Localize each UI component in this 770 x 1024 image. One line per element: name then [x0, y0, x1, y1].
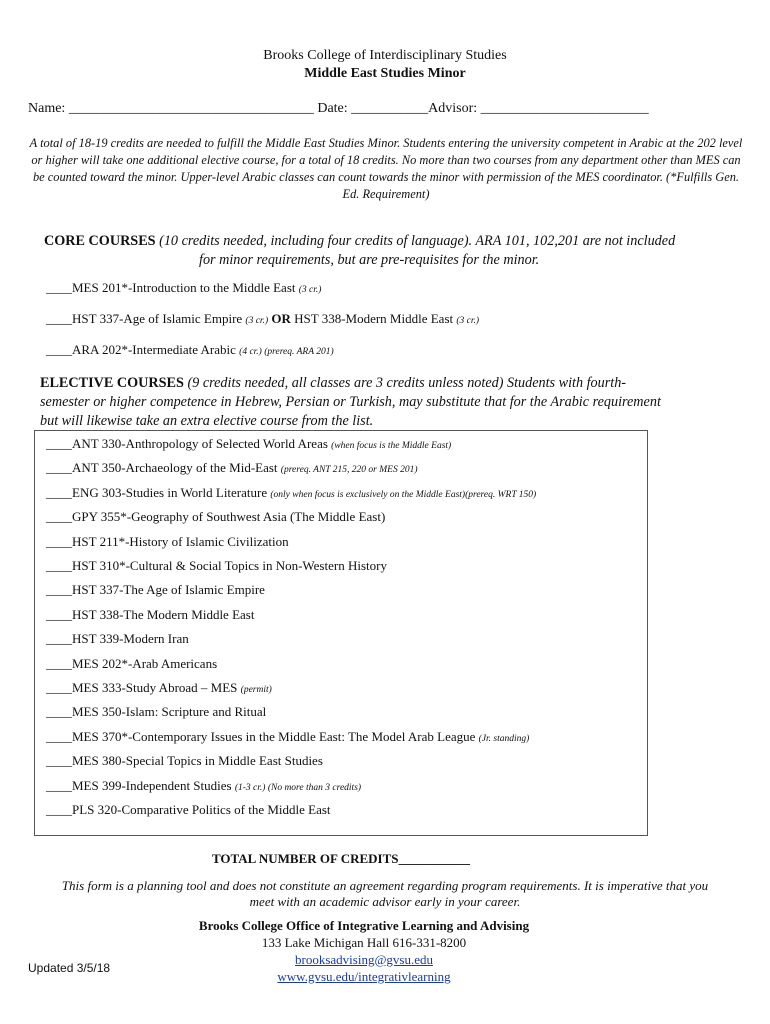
elective-course-row: [46, 729, 529, 745]
elective-course-name: ____MES 399-Independent Studies: [46, 777, 232, 793]
elective-course-name: ____HST 337-The Age of Islamic Empire: [46, 582, 265, 598]
core-note-1: (10 credits needed, including four credits of language). ARA 101, 102,201 are not included: [159, 233, 676, 249]
elective-course-row: [46, 631, 189, 647]
elective-course-row: [46, 485, 536, 501]
elective-course-row: [46, 534, 289, 550]
elective-course-name: ____HST 310*-Cultural & Social Topics in Non-Western History: [46, 558, 387, 573]
elective-course-name: ____HST 339-Modern Iran: [46, 631, 189, 647]
elective-note-3: but will likewise take an extra elective course from the list.: [40, 413, 374, 429]
elective-course-row: [46, 460, 418, 476]
core-course-3-note: (4 cr.) (prereq. ARA 201): [239, 347, 334, 357]
page-title: Middle East Studies Minor: [304, 66, 466, 81]
elective-course-row: [46, 680, 272, 696]
date-field[interactable]: Date: ___________: [317, 101, 429, 116]
core-course-2: ____HST 337-Age of Islamic Empire: [46, 311, 243, 326]
core-heading: CORE COURSES: [44, 233, 156, 249]
elective-course-note: (Jr. standing): [478, 733, 530, 744]
core-note-2: for minor requirements, but are pre-requisites for the minor.: [199, 252, 540, 268]
elective-course-name: ____MES 350-Islam: Scripture and Ritual: [46, 704, 267, 720]
elective-course-note: (only when focus is exclusively on the Middle East)(prereq. WRT 150): [270, 489, 537, 500]
elective-course-note: (when focus is the Middle East): [331, 441, 452, 451]
advisor-field[interactable]: Advisor: ________________________: [428, 101, 649, 116]
email-link[interactable]: brooksadvising@gvsu.edu: [295, 952, 433, 967]
elective-course-name: ____PLS 320-Comparative Politics of the Middle East: [46, 802, 331, 817]
core-course-2-alt: HST 338-Modern Middle East: [294, 311, 454, 326]
elective-course-name: ____ENG 303-Studies in World Literature: [46, 484, 268, 500]
elective-heading: ELECTIVE COURSES: [40, 375, 184, 391]
elective-course-row: [46, 704, 266, 720]
website-link[interactable]: www.gvsu.edu/integrativlearning: [277, 969, 451, 984]
elective-course-row: [46, 607, 254, 623]
elective-course-row: [46, 582, 265, 598]
core-section-header: [44, 232, 744, 270]
total-credits-field[interactable]: TOTAL NUMBER OF CREDITS___________: [212, 851, 470, 866]
elective-course-row: [46, 778, 361, 794]
elective-course-row: [46, 436, 451, 452]
core-course-1: ____MES 201*-Introduction to the Middle East: [46, 280, 296, 295]
updated-date: Updated 3/5/18: [28, 961, 111, 975]
college-name: Brooks College of Interdisciplinary Studies: [263, 48, 507, 63]
elective-course-row: [46, 509, 385, 525]
elective-course-name: ____ANT 330-Anthropology of Selected World Areas: [46, 436, 328, 451]
elective-course-name: ____ANT 350-Archaeology of the Mid-East: [46, 460, 278, 476]
office-name: Brooks College Office of Integrative Learning and Advising: [198, 918, 530, 933]
elective-course-name: ____HST 211*-History of Islamic Civilization: [46, 533, 289, 549]
elective-course-note: (1-3 cr.) (No more than 3 credits): [234, 782, 362, 793]
elective-course-name: ____MES 202*-Arab Americans: [46, 655, 218, 671]
core-course-1-note: (3 cr.): [298, 285, 322, 295]
elective-course-name: ____GPY 355*-Geography of Southwest Asia (The Middle East): [46, 509, 386, 525]
core-course-row: [46, 311, 479, 327]
core-course-3: ____ARA 202*-Intermediate Arabic: [46, 342, 236, 357]
elective-course-row: [46, 656, 217, 672]
name-field[interactable]: Name: ___________________________________: [28, 101, 314, 116]
elective-course-row: [46, 802, 331, 818]
or-label: OR: [271, 311, 291, 326]
intro-paragraph: A total of 18-19 credits are needed to fulfill the Middle East Studies Minor. Students entering the university competent in Arabic at the 202 level or higher will take one additional elective course, for a total of 18 credits. No more than two courses from any department other than MES can be counted toward the minor. Upper-level Arabic classes can count towards the minor with permission of the MES coordinator. (*Fulfills Gen. Ed. Requirement): [29, 136, 743, 201]
elective-course-name: ____HST 338-The Modern Middle East: [46, 606, 255, 622]
elective-note-2: semester or higher competence in Hebrew, Persian or Turkish, may substitute that for the Arabic requirement: [40, 394, 661, 410]
form-fields: [28, 101, 649, 117]
elective-course-note: (prereq. ANT 215, 220 or MES 201): [280, 465, 418, 476]
elective-course-note: (permit): [240, 685, 272, 695]
elective-course-name: ____MES 333-Study Abroad – MES: [46, 680, 238, 695]
elective-note-1: (9 credits needed, all classes are 3 credits unless noted) Students with fourth-: [187, 375, 627, 391]
disclaimer: [20, 878, 750, 910]
elective-section-header: [40, 374, 750, 431]
elective-course-name: ____MES 370*-Contemporary Issues in the Middle East: The Model Arab League: [46, 728, 476, 744]
elective-course-row: [46, 558, 387, 574]
office-address: 133 Lake Michigan Hall 616-331-8200: [261, 935, 467, 950]
core-course-row: [46, 280, 321, 296]
core-course-row: [46, 342, 334, 358]
core-course-2-alt-note: (3 cr.): [456, 316, 480, 326]
elective-course-row: [46, 753, 323, 769]
disclaimer-line-1: This form is a planning tool and does not constitute an agreement regarding program requirements. It is imperative that you: [61, 878, 709, 893]
elective-course-name: ____MES 380-Special Topics in Middle East Studies: [46, 753, 323, 769]
disclaimer-line-2: meet with an academic advisor early in your career.: [249, 894, 521, 909]
core-course-2-note: (3 cr.): [245, 316, 269, 326]
